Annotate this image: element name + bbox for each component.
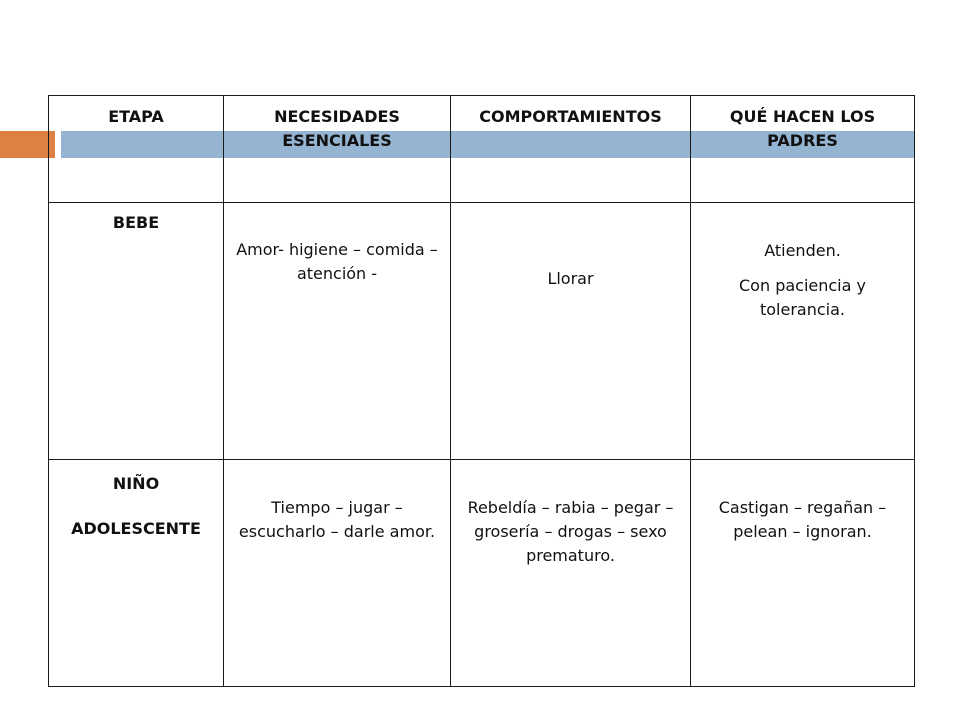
header-cell-padres: QUÉ HACEN LOS PADRES xyxy=(691,96,915,203)
parents-text: Con paciencia y tolerancia. xyxy=(739,276,866,319)
parents-cell xyxy=(691,203,915,460)
needs-cell: Amor- higiene – comida – atención - xyxy=(224,203,451,460)
parents-cell xyxy=(691,460,915,687)
parents-text: Atienden. xyxy=(764,241,841,260)
table-row xyxy=(49,203,915,460)
stage-cell xyxy=(49,460,224,687)
header-cell-comportamientos: COMPORTAMIENTOS xyxy=(451,96,691,203)
table-row xyxy=(49,460,915,687)
behaviors-cell: Rebeldía – rabia – pegar – grosería – drogas – sexo prematuro. xyxy=(451,460,691,687)
header-cell-etapa: ETAPA xyxy=(49,96,224,203)
accent-bar-orange xyxy=(0,131,55,158)
table-header-row xyxy=(49,96,915,203)
header-cell-necesidades: NECESIDADES ESENCIALES xyxy=(224,96,451,203)
stage-label: NIÑO xyxy=(112,474,160,493)
stage-label: BEBE xyxy=(112,213,160,232)
stage-label: ADOLESCENTE xyxy=(71,519,201,538)
parenting-stages-table xyxy=(48,95,915,687)
behaviors-cell: Llorar xyxy=(451,203,691,460)
stage-cell xyxy=(49,203,224,460)
needs-cell: Tiempo – jugar – escucharlo – darle amor. xyxy=(224,460,451,687)
parents-text: Castigan – regañan – pelean – ignoran. xyxy=(718,498,887,541)
